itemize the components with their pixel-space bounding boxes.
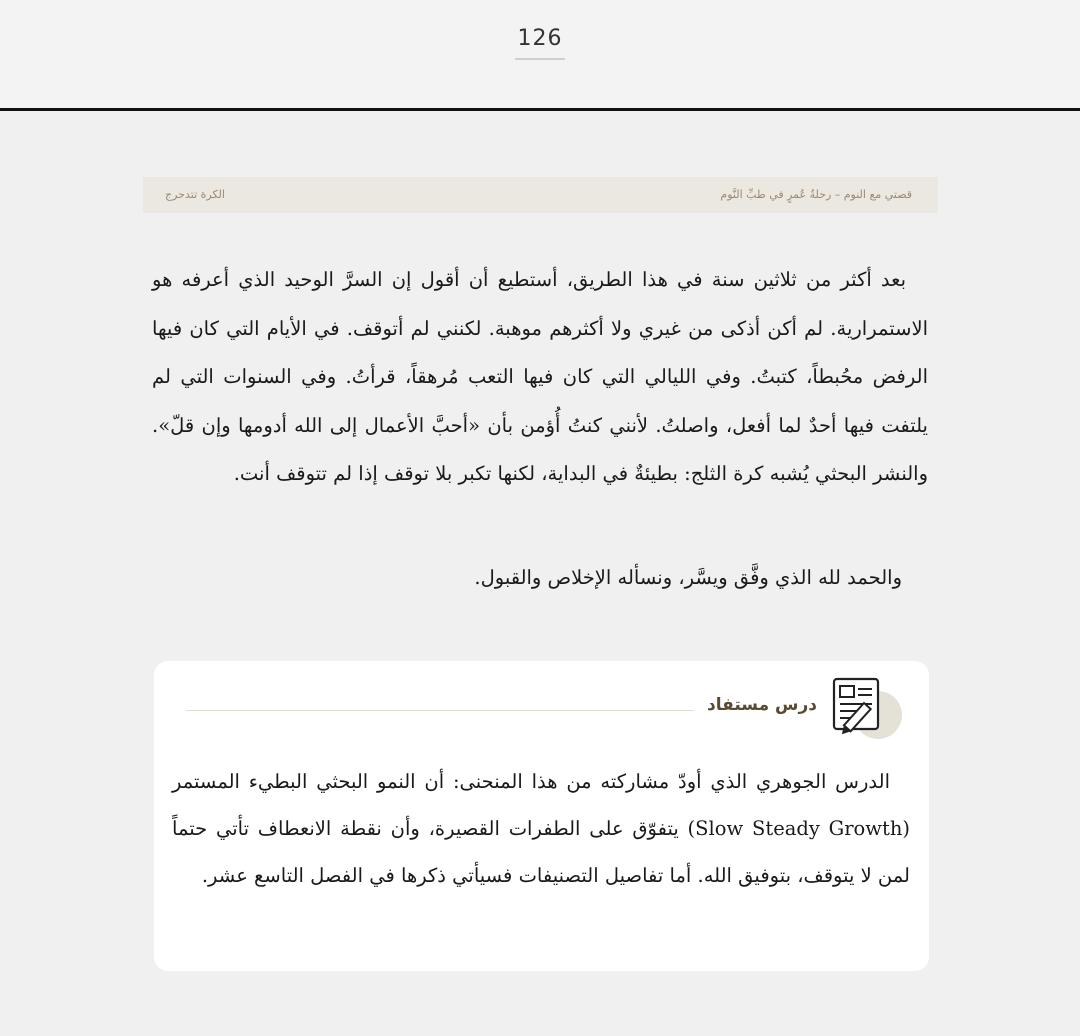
- page-number-underline: [515, 58, 565, 60]
- page-number: 126: [517, 26, 563, 51]
- page-top-bar: [0, 0, 1080, 111]
- lesson-box: [154, 661, 929, 971]
- lesson-title-rule: [186, 710, 694, 711]
- running-header: [143, 177, 938, 213]
- body-paragraph: بعد أكثر من ثلاثين سنة في هذا الطريق، أستطيع أن أقول إن السرَّ الوحيد الذي أعرفه هو الاستمرارية. لم أكن أذكى من غيري ولا أكثرهم موهبة. لكنني لم أتوقف. في الأيام التي كان فيها الرفض محُبطاً، كتبتُ. وفي الليالي التي كان فيها التعب مُرهقاً، قرأتُ. وفي السنوات التي لم يلتفت فيها أحدٌ لما أفعل، واصلتُ. لأنني كنتُ أُؤمن بأن «أحبَّ الأعمال إلى الله أدومها وإن قلّ». والنشر البحثي يُشبه كرة الثلج: بطيئةٌ في البداية، لكنها تكبر بلا توقف إذا لم تتوقف أنت.: [152, 268, 928, 485]
- lesson-title: درس مستفاد: [707, 695, 817, 715]
- closing-paragraph: والحمد لله الذي وفَّق ويسَّر، ونسأله الإخلاص والقبول.: [474, 566, 902, 589]
- notepad-pencil-icon: [830, 677, 910, 747]
- running-header-book-title: قصتي مع النوم – رحلةُ عُمرٍ في طبِّ النَّوم: [720, 188, 912, 201]
- running-header-chapter-title: الكرة تتدحرج: [165, 188, 225, 201]
- lesson-text: الدرس الجوهري الذي أودّ مشاركته من هذا المنحنى: أن النمو البحثي البطيء المستمر (Slow Steady Growth) يتفوّق على الطفرات القصيرة، وأن نقطة الانعطاف تأتي حتماً لمن لا يتوقف، بتوفيق الله. أما تفاصيل التصنيفات فسيأتي ذكرها في الفصل التاسع عشر.: [172, 770, 910, 887]
